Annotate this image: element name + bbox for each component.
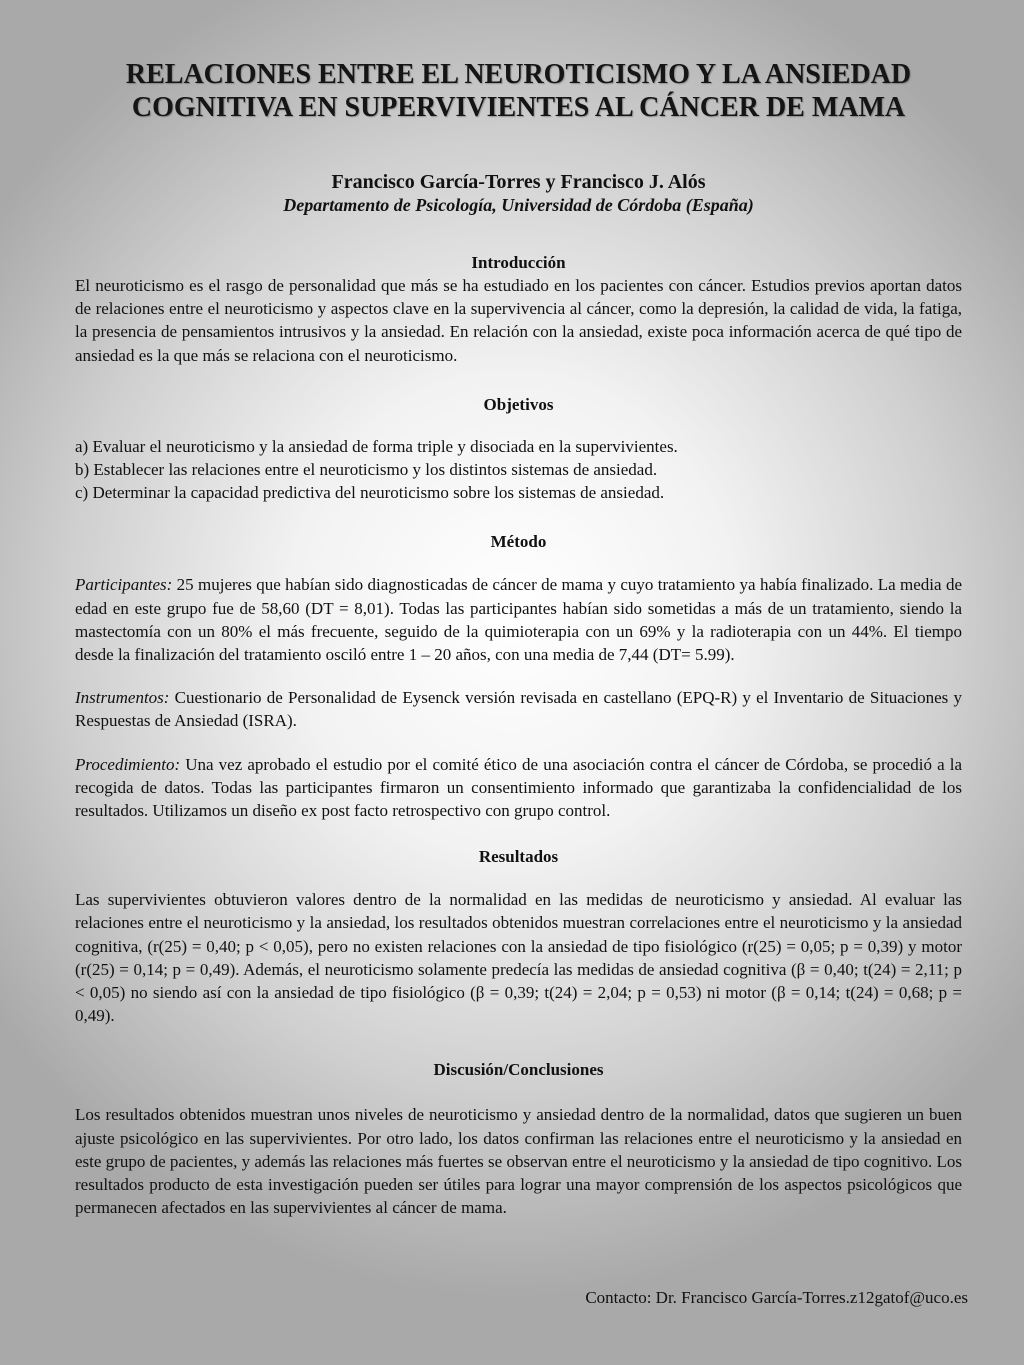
resultados-text: Las supervivientes obtuvieron valores dentro de la normalidad en las medidas de neuroticismo y ansiedad. Al evaluar las relaciones entre el neuroticismo y la ansiedad, los resultados obtenidos muestran correlaciones entre el neuroticismo y la ansiedad cognitiva, (r(25) = 0,40; p < 0,05), pero no existen relaciones con la ansiedad de tipo fisiológico (r(25) = 0,05; p = 0,39) y motor (r(25) = 0,14; p = 0,49). Además, el neuroticismo solamente predecía las medidas de ansiedad cognitiva (β = 0,40; t(24) = 2,11; p < 0,05) no siendo así con la ansiedad de tipo fisiológico (β = 0,39; t(24) = 2,04; p = 0,53) ni motor (β = 0,14; t(24) = 0,68; p = 0,49).	[75, 890, 962, 1026]
objetivos-list	[75, 435, 962, 505]
affiliation: Departamento de Psicología, Universidad de Córdoba (España)	[283, 195, 754, 215]
objetivo-item: c) Determinar la capacidad predictiva del neuroticismo sobre los sistemas de ansiedad.	[75, 483, 665, 503]
introduccion-heading: Introducción	[471, 253, 566, 272]
title-line-1: RELACIONES ENTRE EL NEUROTICISMO Y LA ANSIEDAD	[125, 59, 912, 90]
participantes-paragraph	[75, 573, 962, 666]
participantes-text: 25 mujeres que habían sido diagnosticadas de cáncer de mama y cuyo tratamiento ya había finalizado. La media de edad en este grupo fue de 58,60 (DT = 8,01). Todas las participantes habían sido sometidas a más de un tratamiento, siendo la mastectomía con un 80% el más frecuente, seguido de la quimioterapia con un 69% y la radioterapia con un 44%. El tiempo desde la finalización del tratamiento osciló entre 1 – 20 años, con una media de 7,44 (DT= 5.99).	[75, 575, 962, 665]
participantes-label: Participantes:	[75, 575, 173, 595]
resultados-heading: Resultados	[478, 847, 559, 867]
poster-title	[75, 58, 962, 124]
instrumentos-label: Instrumentos:	[75, 688, 170, 708]
title-line-2: COGNITIVA EN SUPERVIVIENTES AL CÁNCER DE MAMA	[131, 92, 906, 123]
discusion-heading: Discusión/Conclusiones	[433, 1060, 604, 1080]
instrumentos-paragraph	[75, 686, 962, 732]
procedimiento-label: Procedimiento:	[75, 754, 181, 774]
discusion-text: Los resultados obtenidos muestran unos niveles de neuroticismo y ansiedad dentro de la normalidad, datos que sugieren un buen ajuste psicológico en las supervivientes. Por otro lado, los datos confirman las relaciones entre el neuroticismo y la ansiedad en este grupo de pacientes, y además las relaciones más fuertes se observan entre el neuroticismo y la ansiedad de tipo cognitivo. Los resultados producto de esta investigación pueden ser útiles para lograr una mayor comprensión de los aspectos psicológicos que permanecen afectados en las supervivientes al cáncer de mama.	[75, 1105, 963, 1218]
contact-line[interactable]: Contacto: Dr. Francisco García-Torres.z12gatof@uco.es	[585, 1288, 968, 1307]
objetivo-item: b) Establecer las relaciones entre el neuroticismo y los distintos sistemas de ansiedad.	[75, 460, 658, 480]
procedimiento-paragraph	[75, 753, 962, 823]
introduccion-text: El neuroticismo es el rasgo de personalidad que más se ha estudiado en los pacientes con cáncer. Estudios previos aportan datos de relaciones entre el neuroticismo y aspectos clave en la supervivencia al cáncer, como la depresión, la calidad de vida, la fatiga, la presencia de pensamientos intrusivos y la ansiedad. En relación con la ansiedad, existe poca información acerca de qué tipo de ansiedad es la que más se relaciona con el neuroticismo.	[75, 276, 962, 365]
metodo-heading: Método	[490, 532, 547, 552]
objetivos-heading: Objetivos	[483, 394, 554, 414]
authors: Francisco García-Torres y Francisco J. Alós	[331, 171, 706, 193]
instrumentos-text: Cuestionario de Personalidad de Eysenck versión revisada en castellano (EPQ-R) y el Inventario de Situaciones y Respuestas de Ansiedad (ISRA).	[75, 688, 962, 731]
procedimiento-text: Una vez aprobado el estudio por el comité ético de una asociación contra el cáncer de Córdoba, se procedió a la recogida de datos. Todas las participantes firmaron un consentimiento informado que garantizaba la confidencialidad de los resultados. Utilizamos un diseño ex post facto retrospectivo con grupo control.	[75, 754, 962, 821]
objetivo-item: a) Evaluar el neuroticismo y la ansiedad de forma triple y disociada en la supervivientes.	[75, 436, 678, 456]
